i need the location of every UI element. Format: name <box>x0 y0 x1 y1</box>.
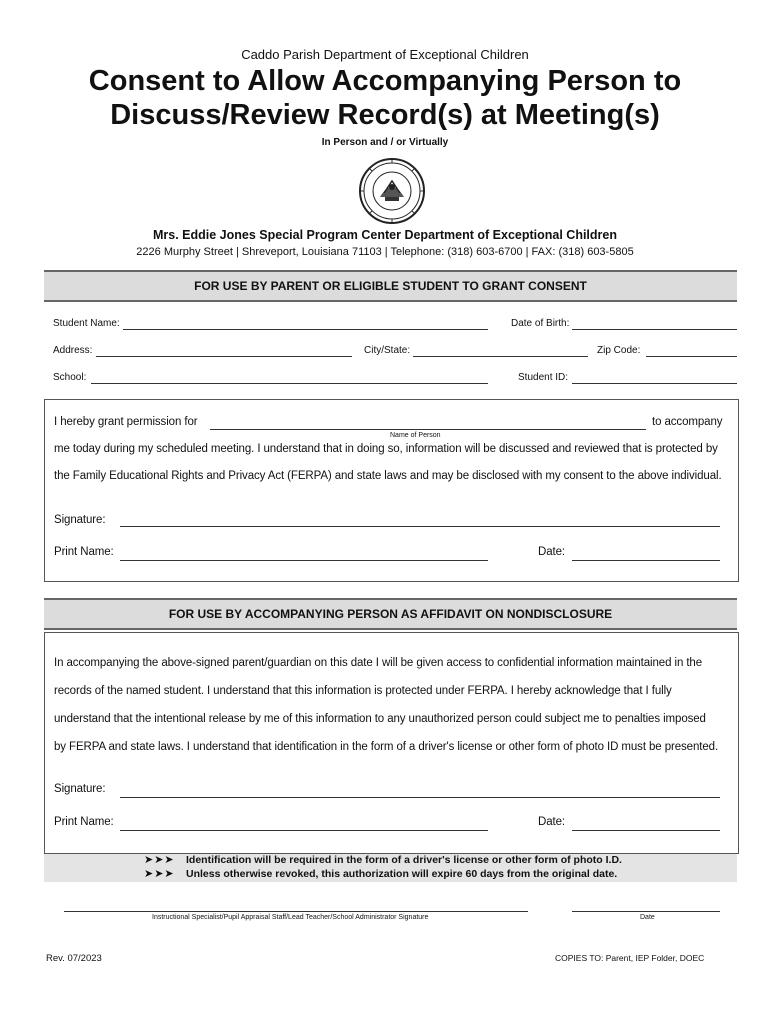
consent-line-2: me today during my scheduled meeting. I understand that in doing so, information will be discussed and reviewed that is protected by <box>54 443 718 455</box>
affidavit-line-3: understand that the intentional release by me of this information to any unauthorized person could subject me to penalties imposed <box>54 713 706 725</box>
office-address: 2226 Murphy Street | Shreveport, Louisiana 71103 | Telephone: (318) 603-6700 | FAX: (318) 603-5805 <box>136 246 634 258</box>
dob-field[interactable] <box>572 329 737 330</box>
affidavit-line-1: In accompanying the above-signed parent/guardian on this date I will be given access to confidential information maintained in the <box>54 657 703 669</box>
city-state-field[interactable] <box>413 356 588 357</box>
staff-signature-caption: Instructional Specialist/Pupil Appraisal Staff/Lead Teacher/School Administrator Signature <box>152 914 429 921</box>
zip-label: Zip Code: <box>597 345 641 356</box>
name-of-person-caption: Name of Person <box>390 432 441 439</box>
staff-date-caption: Date <box>640 914 655 921</box>
address-field[interactable] <box>96 356 352 357</box>
student-name-field[interactable] <box>123 329 488 330</box>
parent-print-name-label: Print Name: <box>54 546 114 558</box>
office-name: Mrs. Eddie Jones Special Program Center Department of Exceptional Children <box>152 228 617 242</box>
affidavit-line-2: records of the named student. I understand that this information is protected under FERPA. I hereby acknowledge that I fully <box>54 685 672 697</box>
companion-signature-label: Signature: <box>54 783 106 795</box>
school-board-seal <box>358 157 426 225</box>
city-state-label: City/State: <box>364 345 411 356</box>
copies-to: COPIES TO: Parent, IEP Folder, DOEC <box>555 953 705 963</box>
companion-print-name-label: Print Name: <box>54 816 114 828</box>
parent-date-field[interactable] <box>572 560 720 561</box>
title-line-2: Discuss/Review Record(s) at Meeting(s) <box>110 99 660 131</box>
notice-expiration: Unless otherwise revoked, this authorization will expire 60 days from the original date. <box>186 868 618 880</box>
parent-signature-label: Signature: <box>54 514 106 526</box>
notice1-arrows-icon: ➤➤➤ <box>144 854 175 866</box>
section2-banner: FOR USE BY ACCOMPANYING PERSON AS AFFIDAVIT ON NONDISCLOSURE <box>44 598 737 630</box>
parent-print-name-field[interactable] <box>120 560 488 561</box>
companion-date-label: Date: <box>538 816 565 828</box>
grant-prefix: I hereby grant permission for <box>54 416 198 428</box>
address-label: Address: <box>53 345 93 356</box>
staff-signature-field[interactable] <box>64 911 528 912</box>
section1-banner: FOR USE BY PARENT OR ELIGIBLE STUDENT TO GRANT CONSENT <box>44 270 737 302</box>
department-name: Caddo Parish Department of Exceptional Children <box>241 47 529 62</box>
zip-field[interactable] <box>646 356 737 357</box>
companion-signature-field[interactable] <box>120 797 720 798</box>
form-title <box>0 64 770 132</box>
student-id-field[interactable] <box>572 383 737 384</box>
parent-date-label: Date: <box>538 546 565 558</box>
student-name-label: Student Name: <box>53 318 120 329</box>
school-label: School: <box>53 372 87 383</box>
notice-id-required: Identification will be required in the form of a driver's license or other form of photo I.D. <box>186 854 622 866</box>
parent-signature-field[interactable] <box>120 526 720 527</box>
student-id-label: Student ID: <box>518 372 569 383</box>
school-field[interactable] <box>91 383 488 384</box>
form-subtitle: In Person and / or Virtually <box>321 137 449 148</box>
staff-date-field[interactable] <box>572 911 720 912</box>
dob-label: Date of Birth: <box>511 318 570 329</box>
companion-date-field[interactable] <box>572 830 720 831</box>
companion-print-name-field[interactable] <box>120 830 488 831</box>
revision-date: Rev. 07/2023 <box>46 953 102 964</box>
grant-suffix: to accompany <box>652 416 723 428</box>
person-name-field[interactable] <box>210 429 646 430</box>
affidavit-line-4: by FERPA and state laws. I understand that identification in the form of a driver's license or other form of photo ID must be presented. <box>54 741 719 753</box>
title-line-1: Consent to Allow Accompanying Person to <box>88 65 682 97</box>
notice2-arrows-icon: ➤➤➤ <box>144 868 175 880</box>
consent-line-3: the Family Educational Rights and Privacy Act (FERPA) and state laws and may be disclosed with my consent to the above individual. <box>54 470 722 482</box>
